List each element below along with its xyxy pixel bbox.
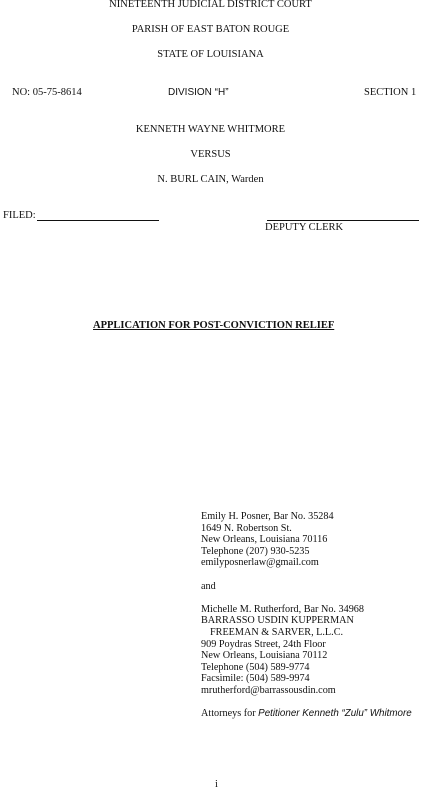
counsel-2-address: 909 Poydras Street, 24th Floor <box>201 638 326 650</box>
respondent-name: N. BURL CAIN, Warden <box>157 174 264 185</box>
versus-label: VERSUS <box>190 149 231 160</box>
filed-label: FILED: <box>3 210 36 221</box>
counsel-2-name: Michelle M. Rutherford, Bar No. 34968 <box>201 603 364 615</box>
section: SECTION 1 <box>364 87 417 98</box>
counsel-1-name: Emily H. Posner, Bar No. 35284 <box>201 511 334 522</box>
and-label: and <box>201 580 216 592</box>
counsel-2-facsimile: Facsimile: (504) 589-9974 <box>201 673 310 685</box>
counsel-2-telephone: Telephone (504) 589-9774 <box>201 661 310 673</box>
counsel-1-city: New Orleans, Louisiana 70116 <box>201 534 328 546</box>
counsel-2-firm-line2: FREEMAN & SARVER, L.L.C. <box>210 626 344 638</box>
document-title: APPLICATION FOR POST-CONVICTION RELIEF <box>93 320 335 331</box>
petitioner-name: KENNETH WAYNE WHITMORE <box>135 124 286 135</box>
case-number: NO: 05-75-8614 <box>12 87 82 98</box>
division: DIVISION “H” <box>168 87 229 98</box>
state-name: STATE OF LOUISIANA <box>157 49 264 60</box>
attorneys-for-line <box>201 708 412 720</box>
page-number: i <box>215 779 218 790</box>
attorneys-for-prefix: Attorneys for <box>201 708 259 720</box>
client-name: Petitioner Kenneth “Zulu” Whitmore <box>258 708 412 720</box>
parish-name: PARISH OF EAST BATON ROUGE <box>131 24 290 35</box>
counsel-1-telephone: Telephone (207) 930-5235 <box>201 545 310 557</box>
counsel-2-email: mrutherford@barrassousdin.com <box>201 684 336 696</box>
counsel-1-email: emilyposnerlaw@gmail.com <box>201 557 319 569</box>
counsel-2-firm-line1: BARRASSO USDIN KUPPERMAN <box>201 615 354 627</box>
counsel-2-city: New Orleans, Louisiana 70112 <box>201 650 328 662</box>
deputy-clerk-label: DEPUTY CLERK <box>265 222 344 233</box>
deputy-clerk-signature-line <box>267 220 419 221</box>
counsel-block <box>201 511 412 720</box>
filed-signature-line <box>37 220 159 221</box>
counsel-1-address: 1649 N. Robertson St. <box>201 522 292 534</box>
court-name: NINETEENTH JUDICIAL DISTRICT COURT <box>109 0 312 10</box>
